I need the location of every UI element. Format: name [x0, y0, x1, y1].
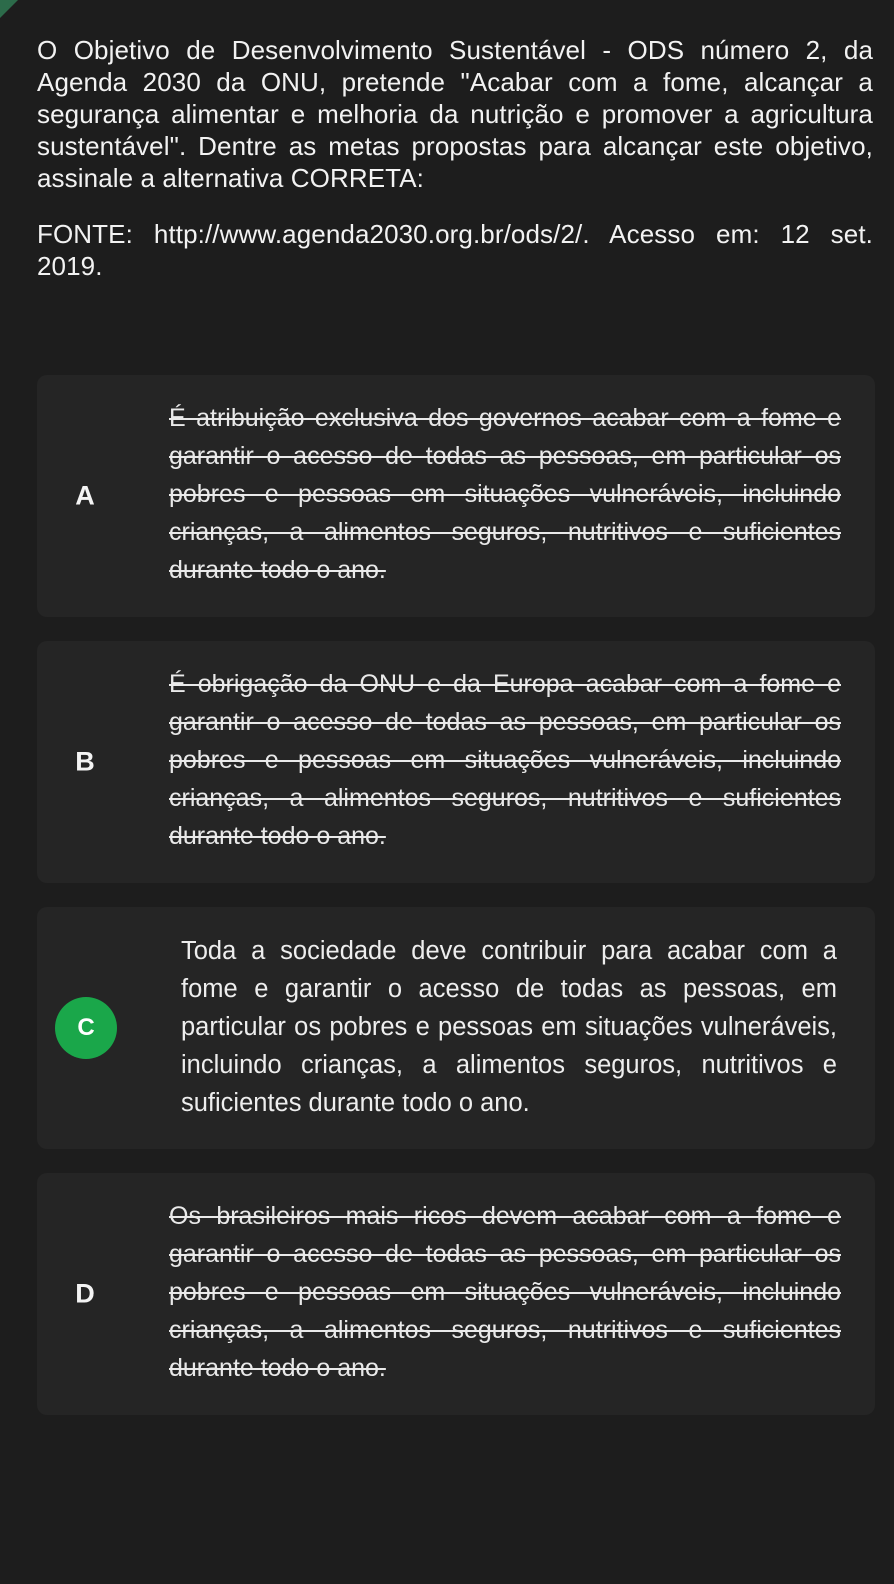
option-text: É obrigação da ONU e da Europa acabar com a fome e garantir o acesso de todas as pessoas, em particular os pobres e pessoas em situações vulneráveis, incluindo crianças, a alimentos seguros, nutritivos e suficientes durante todo o ano.	[169, 670, 841, 850]
option-text: Toda a sociedade deve contribuir para acabar com a fome e garantir o acesso de todas as pessoas, em particular os pobres e pessoas em situações vulneráveis, incluindo crianças, a alimentos seguros, nutritivos e suficientes durante todo o ano.	[181, 937, 837, 1117]
option-text: É atribuição exclusiva dos governos acabar com a fome e garantir o acesso de todas as pessoas, em particular os pobres e pessoas em situações vulneráveis, incluindo crianças, a alimentos seguros, nutritivos e suficientes durante todo o ano.	[169, 404, 841, 584]
option-letter: C	[77, 1014, 95, 1041]
option-c[interactable]	[37, 907, 875, 1149]
question-source: FONTE: http://www.agenda2030.org.br/ods/2/. Acesso em: 12 set. 2019.	[37, 219, 873, 281]
option-letter: A	[75, 480, 95, 511]
option-letter: D	[75, 1278, 95, 1309]
option-text: Os brasileiros mais ricos devem acabar com a fome e garantir o acesso de todas as pessoas, em particular os pobres e pessoas em situações vulneráveis, incluindo crianças, a alimentos seguros, nutritivos e suficientes durante todo o ano.	[169, 1202, 841, 1382]
correct-answer-badge	[55, 997, 117, 1059]
option-letter: B	[75, 746, 95, 777]
option-b[interactable]	[37, 641, 875, 883]
option-a[interactable]	[37, 375, 875, 617]
option-d[interactable]	[37, 1173, 875, 1415]
corner-accent	[0, 0, 18, 18]
question-text: O Objetivo de Desenvolvimento Sustentável - ODS número 2, da Agenda 2030 da ONU, pretende "Acabar com a fome, alcançar a segurança alimentar e melhoria da nutrição e promover a agricultura sustentável". Dentre as metas propostas para alcançar este objetivo, assinale a alternativa CORRETA:	[37, 35, 873, 193]
